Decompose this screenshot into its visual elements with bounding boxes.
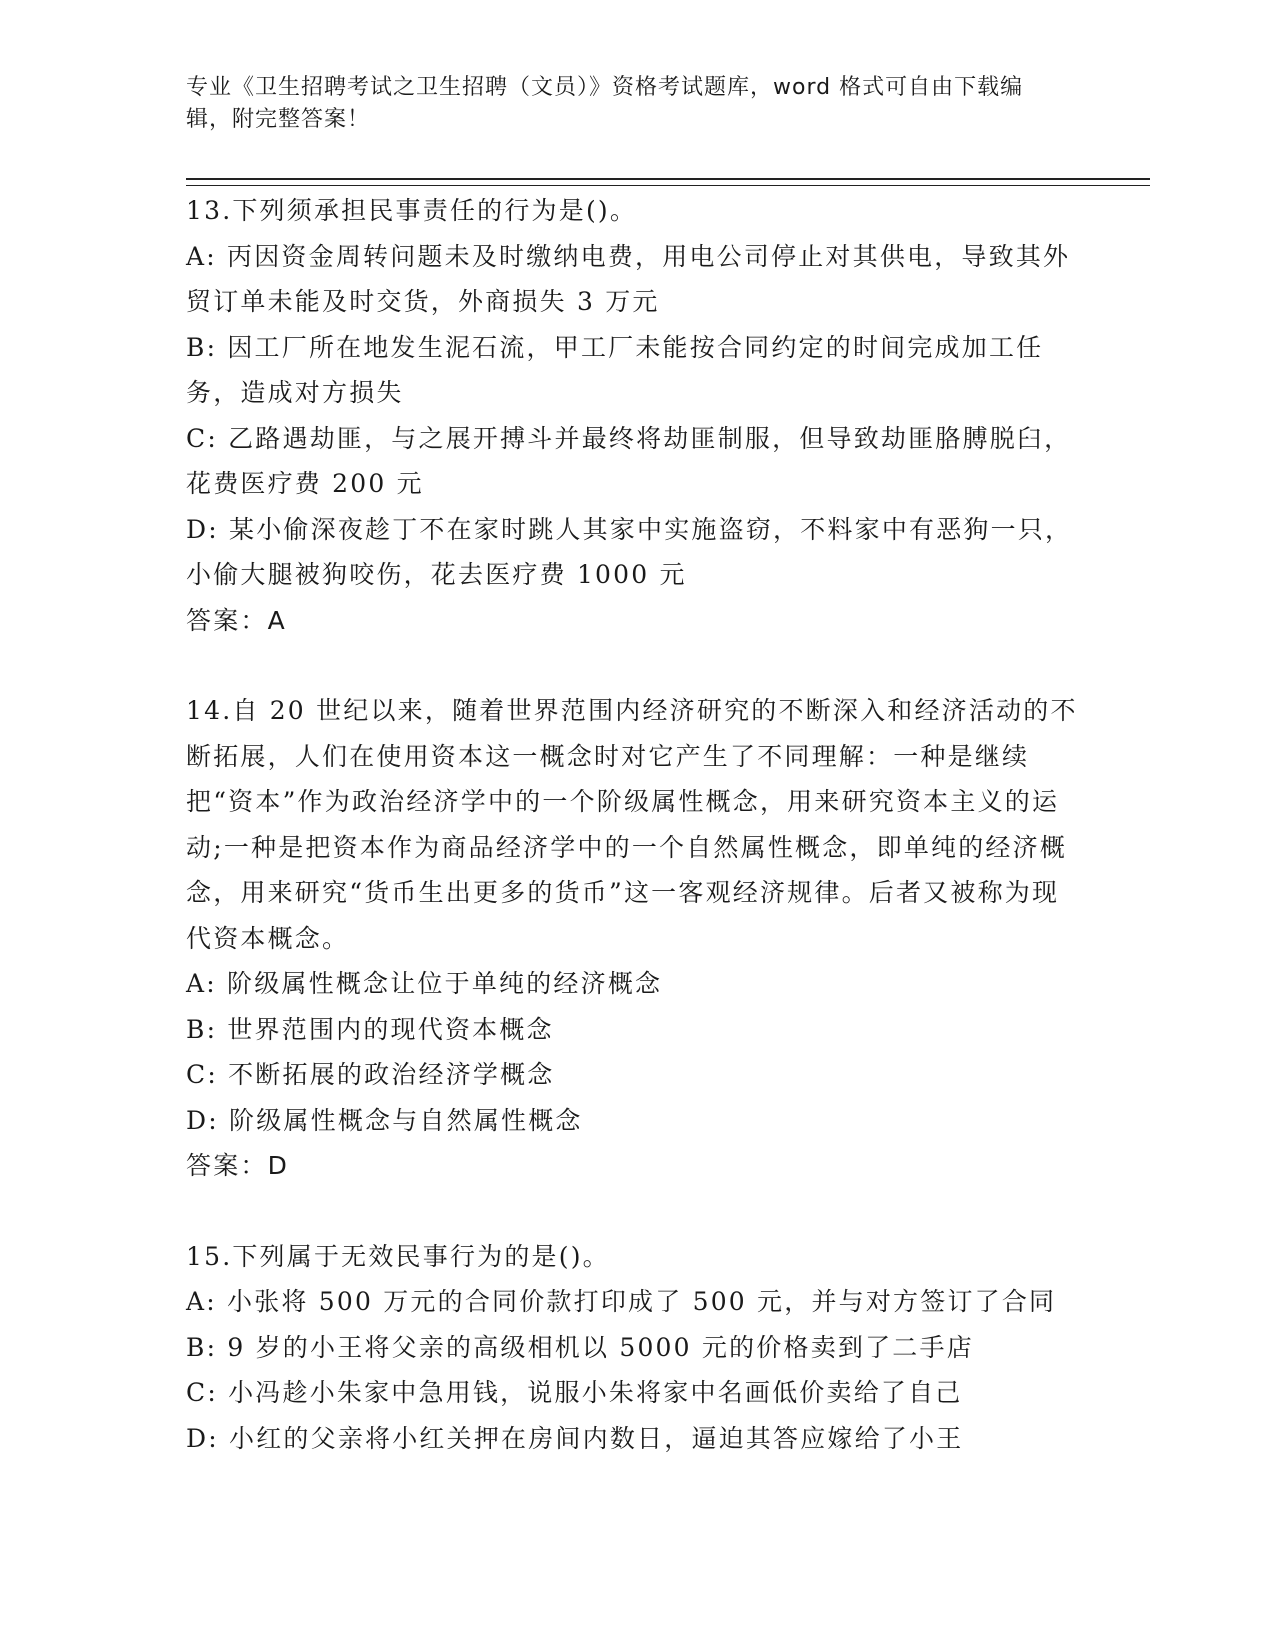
question-stem: 14.自 20 世纪以来，随着世界范围内经济研究的不断深入和经济活动的不断拓展，人们在使用资本这一概念时对它产生了不同理解：一种是继续把“资本”作为政治经济学中的一个阶级属性概念，用来研究资本主义的运动;一种是把资本作为商品经济学中的一个自然属性概念，即单纯的经济概念，用来研究“货币生出更多的货币”这一客观经济规律。后者又被称为现代资本概念。 <box>186 696 1078 953</box>
option-a: A: 阶级属性概念让位于单纯的经济概念 <box>186 969 663 998</box>
question-15 <box>186 1234 1086 1462</box>
option-b: B: 9 岁的小王将父亲的高级相机以 5000 元的价格卖到了二手店 <box>186 1332 974 1362</box>
option-d: D: 某小偷深夜趁丁不在家时跳人其家中实施盗窃，不料家中有恶狗一只，小偷大腿被狗咬伤，花去医疗费 1000 元 <box>186 514 1073 589</box>
question-stem: 15.下列属于无效民事行为的是()。 <box>186 1241 610 1271</box>
option-c: C: 小冯趁小朱家中急用钱，说服小朱将家中名画低价卖给了自己 <box>186 1378 963 1407</box>
option-a: A: 小张将 500 万元的合同价款打印成了 500 元，并与对方签订了合同 <box>186 1287 1057 1316</box>
option-c: C: 乙路遇劫匪，与之展开搏斗并最终将劫匪制服，但导致劫匪胳膊脱臼，花费医疗费 200 元 <box>186 423 1072 498</box>
option-b: B: 世界范围内的现代资本概念 <box>186 1014 554 1044</box>
spacer <box>186 1189 1086 1234</box>
answer: 答案：D <box>186 1151 290 1180</box>
answer: 答案：A <box>186 605 287 635</box>
header-divider <box>186 178 1150 186</box>
question-13 <box>186 188 1086 643</box>
page-header: 专业《卫生招聘考试之卫生招聘（文员）》资格考试题库，word 格式可自由下载编辑，附完整答案！ <box>186 75 1024 132</box>
option-d: D: 小红的父亲将小红关押在房间内数日，逼迫其答应嫁给了小王 <box>186 1423 964 1453</box>
question-stem: 13.下列须承担民事责任的行为是()。 <box>186 196 638 225</box>
option-b: B: 因工厂所在地发生泥石流，甲工厂未能按合同约定的时间完成加工任务，造成对方损失 <box>186 332 1044 407</box>
question-14 <box>186 688 1086 1189</box>
option-c: C: 不断拓展的政治经济学概念 <box>186 1060 555 1089</box>
question-list <box>186 188 1086 1461</box>
spacer <box>186 643 1086 688</box>
option-a: A: 丙因资金周转问题未及时缴纳电费，用电公司停止对其供电，导致其外贸订单未能及时交货，外商损失 3 万元 <box>186 241 1071 316</box>
option-d: D: 阶级属性概念与自然属性概念 <box>186 1105 583 1135</box>
